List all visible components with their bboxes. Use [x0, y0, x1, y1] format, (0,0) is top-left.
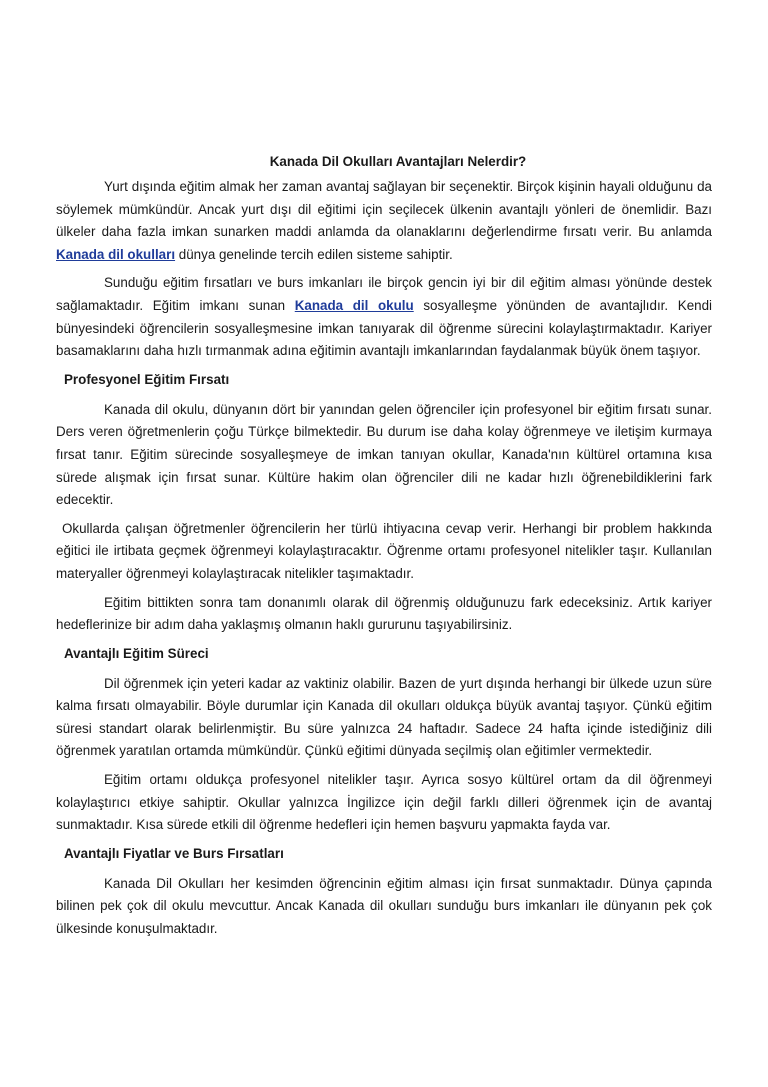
- paragraph-text: Sunduğu eğitim fırsatları ve burs imkanları ile birçok gencin iyi bir dil eğitim alması yönünde destek sağlamaktadır. Eğitim imkanı sunan: [56, 275, 712, 313]
- paragraph-text: Yurt dışında eğitim almak her zaman avantaj sağlayan bir seçenektir. Birçok kişinin hayali olduğunu da söylemek mümkündür. Ancak yurt dışı dil eğitimi için seçilecek ülkenin avantajlı yönleri de önemlidir. Bazı ülkeler daha fazla imkan sunarken maddi anlamda da olanaklarını değerlendirme fırsatı verir. Bu anlamda: [56, 179, 712, 240]
- document-title: Kanada Dil Okulları Avantajları Nelerdir?: [269, 154, 527, 169]
- paragraph-burs: [56, 272, 712, 362]
- paragraph-text: dünya genelinde tercih edilen sisteme sahiptir.: [175, 246, 453, 262]
- paragraph-text: sosyalleşme yönünden de avantajlıdır. Kendi bünyesindeki öğrencilerin sosyalleşmesine imkan tanıyarak dil öğrenme sürecini kolaylaştırmaktadır. Kariyer basamaklarını daha hızlı tırmanmak adına eğitimin avantajlı imkanlarından faydalanmak büyük önem taşıyor.: [56, 297, 713, 359]
- paragraph-egitim-bittikten: Eğitim bittikten sonra tam donanımlı olarak dil öğrenmiş olduğunuzu fark edeceksiniz. Artık kariyer hedeflerinize bir adım daha yaklaşmış olmanın haklı gururunu taşıyabilirsiniz.: [56, 594, 712, 633]
- paragraph-intro: [56, 176, 712, 266]
- paragraph-ogretmenler: Okullarda çalışan öğretmenler öğrencilerin her türlü ihtiyacına cevap verir. Herhangi bir problem hakkında eğitici ile irtibata geçmek öğrenmeyi kolaylaştıracaktır. Öğrenme ortamı profesyonel nitelikler taşır. Kullanılan materyaller öğrenmeyi kolaylaştıracak nitelikler taşımaktadır.: [56, 520, 712, 581]
- paragraph-ortam: Eğitim ortamı oldukça profesyonel nitelikler taşır. Ayrıca sosyo kültürel ortam da dil öğrenmeyi kolaylaştırıcı etkiye sahiptir. Okullar yalnızca İngilizce için değil farklı dilleri öğrenmek için de avantaj sunmaktadır. Kısa sürede etkili dil öğrenme hedefleri için hemen başvuru yapmakta fayda var.: [56, 772, 712, 833]
- paragraph-fiyat: Kanada Dil Okulları her kesimden öğrencinin eğitim alması için fırsat sunmaktadır. Dünya çapında bilinen pek çok dil okulu mevcuttur. Ancak Kanada dil okulları sunduğu burs imkanları ile dünyanın pek çok ülkesinde konuşulmaktadır.: [56, 875, 712, 937]
- paragraph-surec: Dil öğrenmek için yeteri kadar az vaktiniz olabilir. Bazen de yurt dışında herhangi bir ülkede uzun süre kalma fırsatı olmayabilir. Böyle durumlar için Kanada dil okulları oldukça büyük avantaj taşıyor. Çünkü eğitim süresi standart olarak belirlenmiştir. Bu süre yalnızca 24 haftadır. Sadece 24 hafta içinde istediğiniz dili öğrenmek yaratılan ortamda mümkündür. Çünkü eğitimi dünyada seçilmiş olan eğitimler vermektedir.: [56, 675, 712, 759]
- heading-fiyat: Avantajlı Fiyatlar ve Burs Fırsatları: [64, 845, 284, 861]
- heading-profesyonel: Profesyonel Eğitim Fırsatı: [64, 371, 230, 387]
- heading-surec: Avantajlı Eğitim Süreci: [64, 645, 209, 661]
- kanada-dil-okullari-link[interactable]: Kanada dil okulları: [56, 246, 176, 262]
- paragraph-profesyonel: Kanada dil okulu, dünyanın dört bir yanından gelen öğrenciler için profesyonel bir eğitim fırsatı sunar. Ders veren öğretmenlerin çoğu Türkçe bilmektedir. Bu durum ise daha kolay öğrenmeye ve iletişim kurmaya fırsat tanır. Eğitim sürecinde sosyalleşmeye de imkan tanıyan okullar, Kanada'nın kültürel ortamına kısa sürede alışmak için fırsat sunar. Kültüre hakim olan öğrenciler dili ne kadar hızlı öğrenebildiklerini fark edecektir.: [56, 401, 712, 508]
- kanada-dil-okulu-link[interactable]: Kanada dil okulu: [294, 297, 414, 313]
